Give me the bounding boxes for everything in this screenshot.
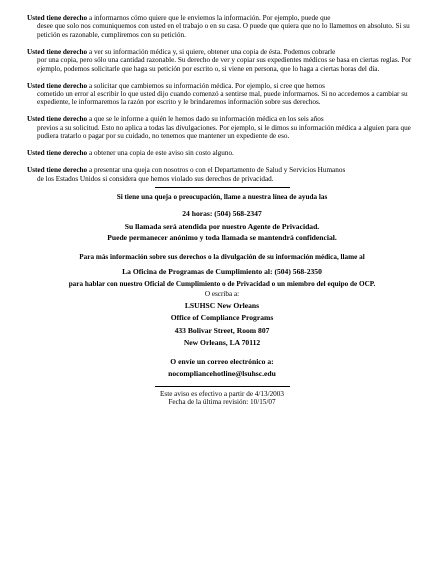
right-first-line: a solicitar que cambiemos su información médica. Por ejemplo, si cree que hemos	[87, 81, 325, 90]
right-lead: Usted tiene derecho	[27, 149, 88, 158]
right-item-2	[27, 48, 417, 73]
hotline-section	[27, 193, 417, 243]
info-speak: para hablar con nuestro Oficial de Cumplimiento o de Privacidad o un miembro del equipo de OCP.	[68, 279, 376, 288]
right-body: de los Estados Unidos si considera que hemos violado sus derechos de privacidad.	[37, 174, 274, 183]
right-first-line: a informarnos cómo quiere que le enviemos la información. Por ejemplo, puede que	[87, 14, 331, 22]
address-line: Office of Compliance Programs	[170, 313, 274, 323]
rights-list	[27, 14, 417, 183]
hotline-attended: Su llamada será atendida por nuestro Agente de Privacidad.	[124, 222, 320, 232]
address-line: LSUHSC New Orleans	[184, 301, 260, 311]
info-office: La Oficina de Programas de Cumplimiento al: (504) 568-2350	[122, 267, 322, 277]
right-first-line: a que se le informe a quién le hemos dado su información médica en los seis años	[87, 115, 324, 124]
email-address: nocompliancehotline@lsuhsc.edu	[168, 369, 276, 379]
right-body: por una copia, pero sólo una cantidad razonable. Su derecho de ver y copiar sus expedientes médicos se basa en ciertas reglas. Por ejemplo, podemos solicitarle que haga su petición por escrito o, si viene en persona, que lo haga a ciertas horas del día.	[37, 56, 412, 73]
right-lead: Usted tiene derecho	[27, 14, 88, 22]
revision-date: Fecha de la última revisión: 10/15/07	[168, 398, 276, 407]
divider-top	[155, 187, 290, 188]
divider-bottom	[155, 386, 290, 387]
right-lead: Usted tiene derecho	[27, 81, 88, 90]
address-line: 433 Bolivar Street, Room 807	[174, 325, 270, 335]
right-lead: Usted tiene derecho	[27, 115, 88, 124]
right-item-5	[27, 149, 417, 157]
right-lead: Usted tiene derecho	[27, 47, 88, 56]
email-label: O envíe un correo electrónico a:	[170, 356, 274, 366]
right-item-3	[27, 82, 417, 107]
hotline-anonymous: Puede permanecer anónimo y toda llamada se mantendrá confidencial.	[107, 233, 337, 243]
info-write: O escriba a:	[204, 290, 240, 299]
info-section	[27, 253, 417, 299]
right-body: desee que solo nos comuniquemos con usted en el trabajo o en su casa. O puede que quiera que no lo llamemos en absoluto. Si su petición es razonable, cumpliremos con su petición.	[37, 22, 410, 39]
right-item-4	[27, 115, 417, 140]
right-lead: Usted tiene derecho	[27, 166, 88, 175]
footer	[27, 390, 417, 407]
right-item-6	[27, 166, 417, 183]
right-first-line: a obtener una copia de este aviso sin costo alguno.	[87, 149, 234, 158]
email-section	[27, 357, 417, 379]
right-item-1	[27, 14, 417, 39]
info-intro: Para más información sobre sus derechos o la divulgación de su información médica, llame al	[79, 252, 365, 261]
hotline-intro: Si tiene una queja o preocupación, llame a nuestra línea de ayuda las	[116, 193, 328, 202]
right-body: previos a su solicitud. Esto no aplica a todas las divulgaciones. Por ejemplo, si le dimos su información médica a alguien para que pudiera tratarlo o pagar por su cuidado, no tenemos que mantener un expediente de eso.	[37, 123, 411, 141]
right-first-line: a ver su información médica y, si quiere, obtener una copia de ésta. Podemos cobrarle	[87, 47, 336, 56]
right-first-line: a presentar una queja con nosotros o con el Departamento de Salud y Servicios Humanos	[87, 166, 346, 175]
hotline-hours: 24 horas: (504) 568-2347	[182, 208, 262, 218]
address-block	[27, 301, 417, 348]
address-line: New Orleans, LA 70112	[183, 338, 261, 348]
right-body: cometido un error al escribir lo que usted dijo cuando comenzó a sentirse mal, puede informarnos. Si no accedemos a cambiar su expediente, le informaremos la razón por escrito y le brindaremos información sobre sus derechos.	[37, 90, 408, 107]
effective-date: Este aviso es efectivo a partir de 4/13/2003	[160, 389, 284, 398]
